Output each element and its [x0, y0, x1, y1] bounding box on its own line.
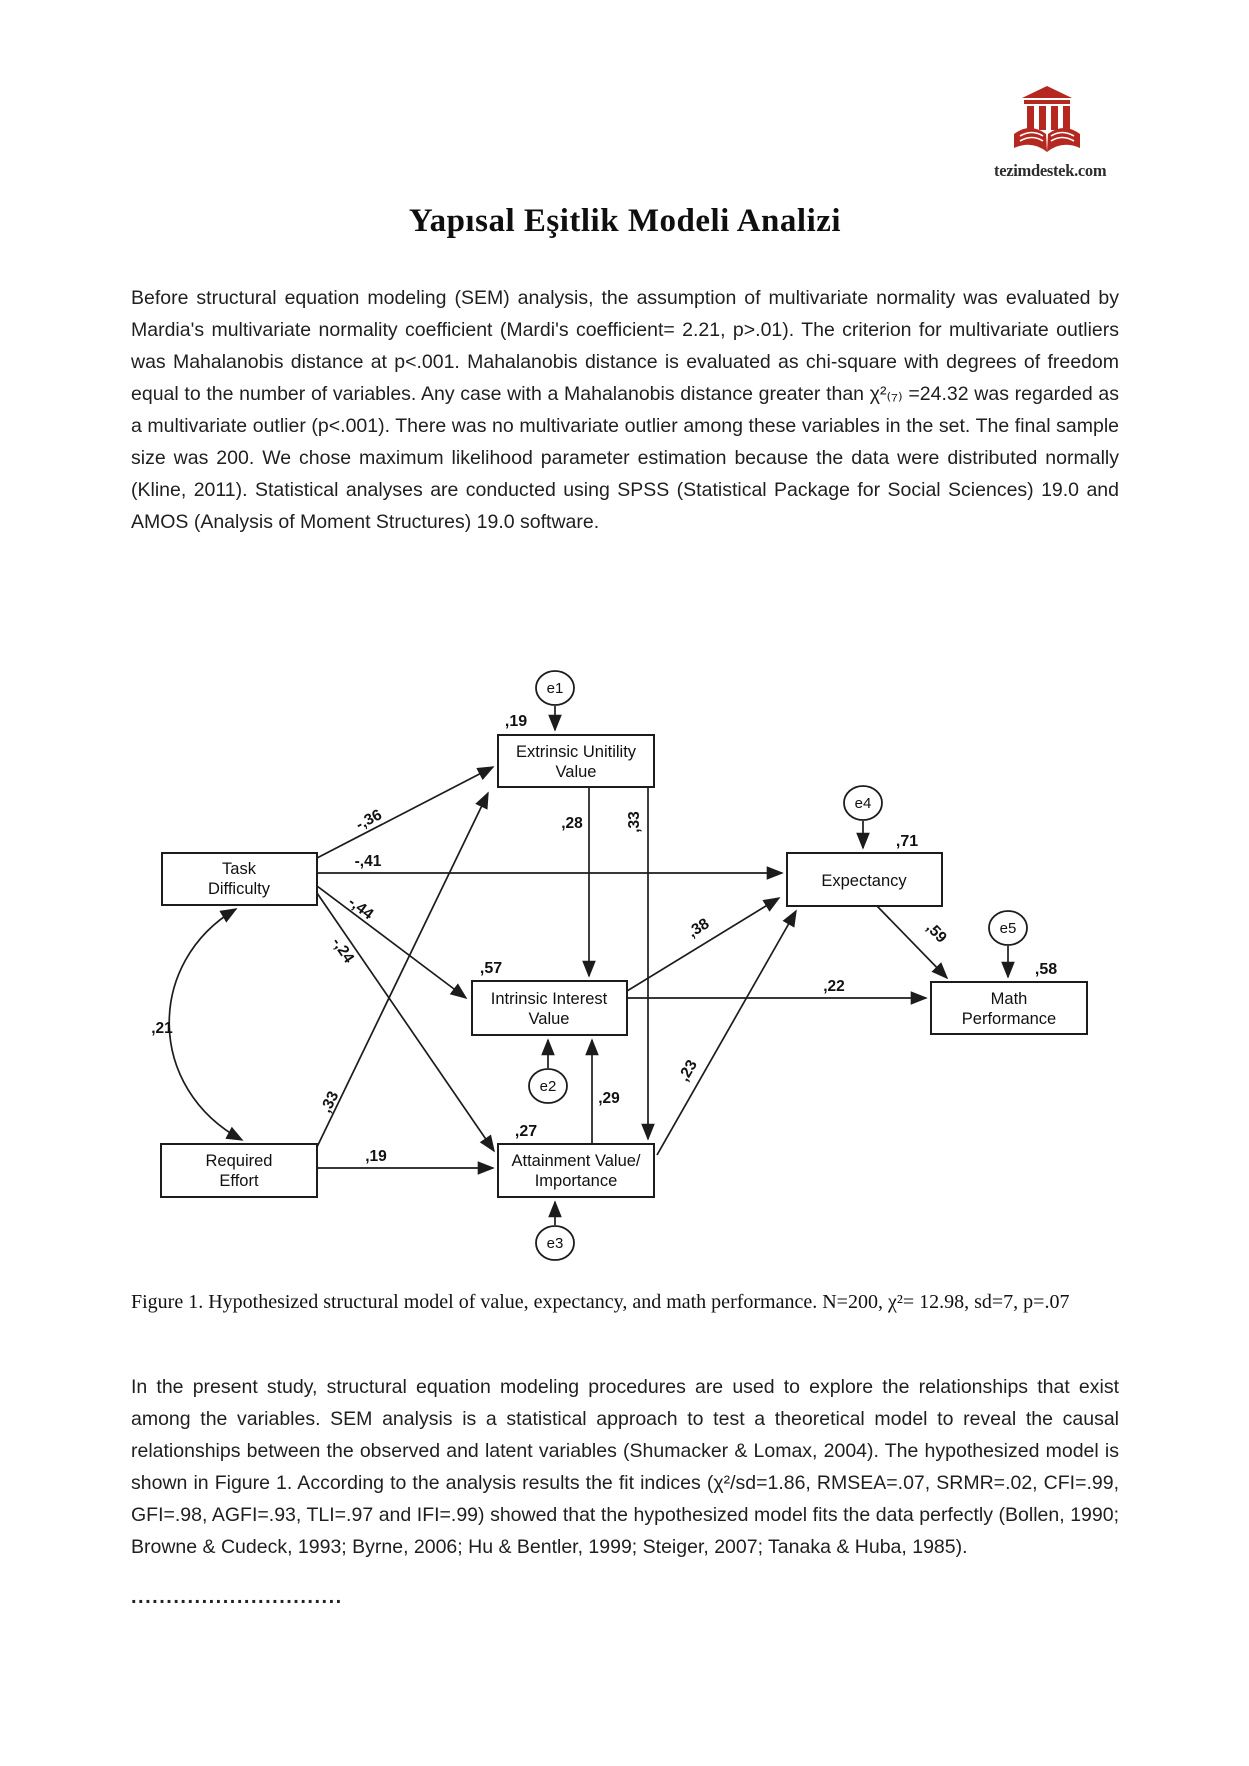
- node-label: Required: [205, 1152, 273, 1170]
- path-intrinsic-to-expectancy: [627, 898, 779, 991]
- error-label: e1: [546, 680, 564, 697]
- coef-expectancy-math: ,59: [922, 919, 950, 947]
- coef-attainment-intrinsic: ,29: [598, 1090, 620, 1107]
- node-label: Expectancy: [821, 872, 907, 890]
- paragraph-methods: Before structural equation modeling (SEM) analysis, the assumption of multivariate normality was evaluated by Mardia's multivariate normality coefficient (Mardi's coefficient= 2.21, p>.01). The criterion for multivariate outliers was Mahalanobis distance at p<.001. Mahalanobis distance is evaluated as chi-square with degrees of freedom equal to the number of variables. Any case with a Mahalanobis distance greater than χ²₍₇₎ =24.32 was regarded as a multivariate outlier (p<.001). There was no multivariate outlier among these variables in the set. The final sample size was 200. We chose maximum likelihood parameter estimation because the data were distributed normally (Kline, 2011). Statistical analyses are conducted using SPSS (Statistical Package for Social Sciences) 19.0 and AMOS (Analysis of Moment Structures) 19.0 software.: [131, 287, 1119, 533]
- logo-pediment: [1022, 86, 1072, 98]
- coef-task-effort-covariance: ,21: [151, 1020, 173, 1037]
- covariance-task-effort-arrow: [169, 909, 242, 1140]
- paragraph-results: In the present study, structural equation modeling procedures are used to explore the relationships that exist among the variables. SEM analysis is a statistical approach to test a theoretical model to reveal the causal relationships between the observed and latent variables (Shumacker & Lomax, 2004). The hypothesized model is shown in Figure 1. According to the analysis results the fit indices (χ²/sd=1.86, RMSEA=.07, SRMR=.02, CFI=.99, GFI=.98, AGFI=.93, TLI=.97 and IFI=.99) showed that the hypothesized model fits the data perfectly (Bollen, 1990; Browne & Cudeck, 1993; Byrne, 2006; Hu & Bentler, 1999; Steiger, 2007; Tanaka & Huba, 1985).: [131, 1376, 1119, 1558]
- coef-task-intrinsic: -,44: [344, 893, 377, 924]
- r2-intrinsic: ,57: [479, 960, 503, 977]
- sem-path-diagram: [0, 580, 1249, 1280]
- node-label: Performance: [961, 1010, 1057, 1028]
- logo-column: [1027, 106, 1034, 130]
- tezimdestek-logo-icon: [1010, 84, 1084, 154]
- coef-extrinsic-attainment: ,33: [626, 811, 643, 833]
- r2-expectancy: ,71: [895, 833, 919, 850]
- coef-task-extrinsic: -,36: [353, 806, 385, 834]
- coef-extrinsic-intrinsic: ,28: [561, 815, 583, 832]
- structural-paths: [169, 767, 947, 1168]
- coef-effort-extrinsic: ,33: [317, 1088, 343, 1116]
- node-label: Difficulty: [207, 880, 271, 898]
- coef-attainment-expectancy: ,23: [675, 1057, 701, 1085]
- r2-extrinsic: ,19: [504, 713, 528, 730]
- node-label: Intrinsic Interest: [490, 990, 608, 1008]
- logo-column: [1063, 106, 1070, 130]
- error-label: e4: [854, 795, 872, 812]
- variable-nodes: [161, 735, 1087, 1197]
- coef-task-attainment: -,24: [328, 934, 358, 967]
- coef-effort-attainment: ,19: [365, 1148, 387, 1165]
- r2-math: ,58: [1034, 961, 1058, 978]
- node-label: Attainment Value/: [511, 1152, 641, 1170]
- node-label: Effort: [219, 1172, 259, 1190]
- path-attainment-to-expectancy: [657, 911, 796, 1155]
- node-label: Value: [555, 763, 597, 781]
- logo-column: [1039, 106, 1046, 130]
- error-label: e5: [999, 920, 1017, 937]
- error-label: e3: [546, 1235, 564, 1252]
- path-task-to-extrinsic: [317, 767, 493, 858]
- brand-site-label: tezimdestek.com: [994, 161, 1107, 180]
- node-label: Extrinsic Unitility: [515, 743, 637, 761]
- coef-intrinsic-expectancy: ,38: [684, 915, 713, 942]
- coef-intrinsic-math: ,22: [823, 978, 845, 995]
- page-title: Yapısal Eşitlik Modeli Analizi: [408, 203, 842, 239]
- brand-logo: [994, 84, 1107, 181]
- node-label: Importance: [534, 1172, 618, 1190]
- trailing-dots: ..............................: [131, 1586, 343, 1608]
- error-label: e2: [539, 1078, 557, 1095]
- node-label: Value: [528, 1010, 570, 1028]
- r2-attainment: ,27: [514, 1123, 538, 1140]
- node-label: Task: [222, 860, 256, 878]
- logo-architrave: [1024, 100, 1070, 104]
- coef-task-expectancy: -,41: [354, 853, 382, 870]
- figure-caption: Figure 1. Hypothesized structural model of value, expectancy, and math performance. N=200, χ²= 12.98, sd=7, p=.07: [131, 1291, 1070, 1313]
- path-task-to-attainment: [317, 893, 494, 1151]
- node-label: Math: [990, 990, 1028, 1008]
- logo-column: [1051, 106, 1058, 130]
- path-effort-to-extrinsic: [317, 793, 488, 1147]
